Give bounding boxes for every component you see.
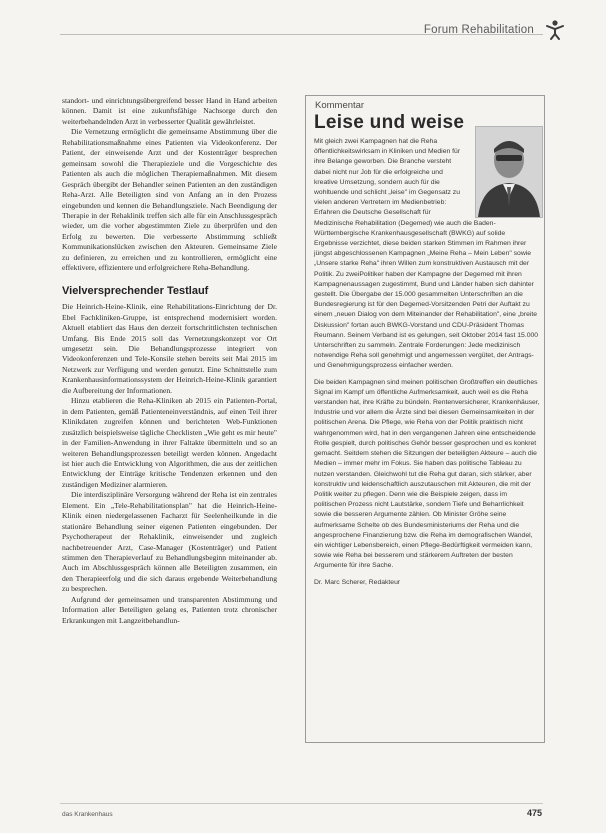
comment-title: Leise und weise xyxy=(314,112,465,133)
comment-label: Kommentar xyxy=(315,100,365,111)
figure-logo-icon xyxy=(544,18,566,40)
comment-signature: Dr. Marc Scherer, Redakteur xyxy=(314,578,401,586)
comment-paragraph-narrow: Mit gleich zwei Kampagnen hat die Reha öffentlichkeitswirksam in Kliniken und Medien für ihre Belange geworben. Die Branche versteht dabei nicht nur Job für die erfolgreiche und kreative Umsetzung, sondern auch für die wohltuende und schlicht „leise" im Gegensatz zu vielen anderen Vertretern im Medienbetrieb: Erfahren die Deutsche Gesellschaft für xyxy=(314,138,461,217)
footer-publication: das Krankenhaus xyxy=(62,811,113,818)
paragraph: standort- und einrichtungsübergreifend besser Hand in Hand arbeiten können. Damit ist eine zukunftsfähige Nachsorge durch den weiterbehandelnden Arzt in verbesserter Qualität gewährleistet. xyxy=(62,96,277,126)
paragraph: Die Heinrich-Heine-Klinik, eine Rehabilitations-Einrichtung der Dr. Ebel Fachkliniken-Gruppe, ist entsprechend modernisiert worden. Aktuell etabliert das Haus den derzeit fortschrittlichsten technischen Umfang. Bis Ende 2015 soll das Vernetzungskonzept vor Ort umgesetzt sein. Die Behandlungsprozesse integriert von Videokonferenzen und Tele-Konsile stehen bereits seit Mai 2015 im Netzwerk zur Verfügung und werden genutzt. Eine Schnittstelle zum Krankenhausinformationssystem der Heinrich-Heine-Klinik garantiert die Aufbereitung der Informationen. xyxy=(62,302,277,395)
left-column xyxy=(62,96,277,626)
comment-body xyxy=(314,137,540,588)
comment-paragraph: Die beiden Kampagnen sind meinen politischen Großtreffen ein deutliches Signal im Kampf um öffentliche Aufmerksamkeit, auch weil es die Reha verstanden hat, ihre Kräfte zu bündeln. Rentenversicherer, Krankenhäuser, Industrie und vor allem die Ärzte sind bei diesen Gemeinsamkeiten in der politischen Arena. Die Pflege, wie Reha von der Politik praktisch nicht wahrgenommen wird, hat in den vergangenen Jahren eine entscheidende Rolle gespielt, durch politisches Gehör besser gesprochen und es konkret gemacht. Seitdem stehen die Sitzungen der beteiligten Akteure – auch die Medien – immer mehr im Fokus. Sie haben das politische Tableau zu nutzen verstanden. Gleichwohl tut die Reha gut daran, sich stärker, aber konstruktiv und leidenschaftlich auszutauschen mit Akteuren, die mit der Politik weiter zu pflegen. Denn wie die Beispiele zeigen, dass im politischen Prozess nicht Lautstärke, sondern Tiefe und Beharrlichkeit sowie die besseren Argumente zählen. Ob Minister Gröhe seine aufmerksame Schelte ob des Bundesministeriums der Reha und die angesprochene Finanzierung bzw. die Reha im demografischen Wandel, ein wichtiger Lebensbereich, einen Pflege-Bedürftigkeit vermeiden kann, sowie wie Reha bei besserem und stärkerem Auftreten der besten Argumente für ihre Sache. xyxy=(314,378,540,570)
comment-paragraph-flow xyxy=(314,137,540,372)
section-label: Forum Rehabilitation xyxy=(423,24,534,36)
comment-paragraph-wide: Medizinische Rehabilitation (Degemed) wie auch die Baden-Württembergische Krankenhausgesellschaft (BWKG) auf solide Ergebnisse verzichtet, diese beiden starken Stimmen im Rahmen ihrer jüngst abgeschlossenen Kampagnen „Meine Reha – Mein Leben" sowie „Unsere starke Reha" ihren Willen zum konstruktiven Austausch mit der Politik. Zu zweiPolitiker haben der Kampagne der Degemed mit ihren Kampagnenaussagen zugestimmt, Bund und Länder haben sich dahinter gestellt. Die Übergabe der 15.000 gesammelten Unterschriften an die Bundesregierung ist für den Degemed-Vorsitzenden Petri der Auftakt zu einem „neuen Dialog von dem Miteinander der Rehabilitation", eine „breite Diskussion" fortan auch BWKG-Vorstand und CDU-Präsident Thomas Reumann. Seinem Verband ist es gelungen, seit Oktober 2014 fast 15.000 Unterschriften zu sammeln. Zentrale Forderungen: Jede medizinisch notwendige Reha soll genehmigt und angemessen vergütet, der Antrags- und Genehmigungsprozess einfacher werden. xyxy=(314,219,539,370)
paragraph: Die interdisziplinäre Versorgung während der Reha ist ein zentrales Element. Ein „Tele-Rehabilitationsplan" hat die Heinrich-Heine-Klinik einen niedergelassenen Facharzt für Seelenheilkunde in die stationäre Behandlung seiner eigenen Patienten eingebunden. Der Psychotherapeut der Rehaklinik, einweisender und zugleich nachbetreuender Arzt, Case-Manager (Kostenträger) und Patient stimmen den Therapieverlauf zu Behandlungsbeginn miteinander ab. Auch im Abschlussgespräch können alle Beteiligten zusammen, ein den Therapieerfolg und die sich daraus ergebende Weiterbehandlung zu besprechen. xyxy=(62,490,277,594)
paragraph: Aufgrund der gemeinsamen und transparenten Abstimmung und Information aller Beteiligten gelang es, Patienten trotz chronischer Erkrankungen mit Langzeitbehandlun- xyxy=(62,594,277,625)
page-number: 475 xyxy=(526,808,542,818)
paragraph: Die Vernetzung ermöglicht die gemeinsame Abstimmung über die Rehabilitationsmaßnahme eines Patienten via Videokonferenz. Der Patient, der einweisende Arzt und der Kostenträger besprechen gemeinsam sowohl die Therapieziele und die Vorgeschichte des Patienten als auch die möglichen Therapiemaßnahmen. Mit diesem Gespräch übergibt der Behandler seinen Patienten an den zuständigen Reha-Arzt. Alle Beteiligten sind von Anfang an in den Prozess eingebunden und kennen die Behandlungsziele. Nach Beendigung der Therapie in der Rehaklinik treffen sich alle für ein Anschlussgespräch wieder, um die vorher abgestimmten Ziele zu überprüfen und den Erfolg zu bewerten. Die verbesserte Abstimmung schließt Kommunikationslücken zwischen den Akteuren. Gemeinsame Ziele zu definieren, zu erreichen und zu kontrollieren, ermöglicht eine effektivere, effizientere und erfolgreichere Reha-Behandlung. xyxy=(62,127,277,273)
section-heading: Vielversprechender Testlauf xyxy=(62,284,209,297)
footer-rule xyxy=(60,803,543,804)
paragraph: Hinzu etablieren die Reha-Kliniken ab 2015 ein Patienten-Portal, in dem Patienten, gemäß Patienteneinverständnis, auf einen Teil ihrer Klinikdaten zugreifen können und berichteten Web-Funktionen zusätzlich beispielsweise tägliche Checklisten „Wie geht es mir heute" in der Familien-Anwendung in ihrer Faltakte übermitteln und so an weiteren Behandlungsprozessen beteiligt werden können. Angedacht ist hier auch die Entwicklung von Algorithmen, die aus der zeitlichen Entwicklung der Einträge kritische Tendenzen erkennen und den zuständigen Mediziner alarmieren. xyxy=(62,396,277,489)
